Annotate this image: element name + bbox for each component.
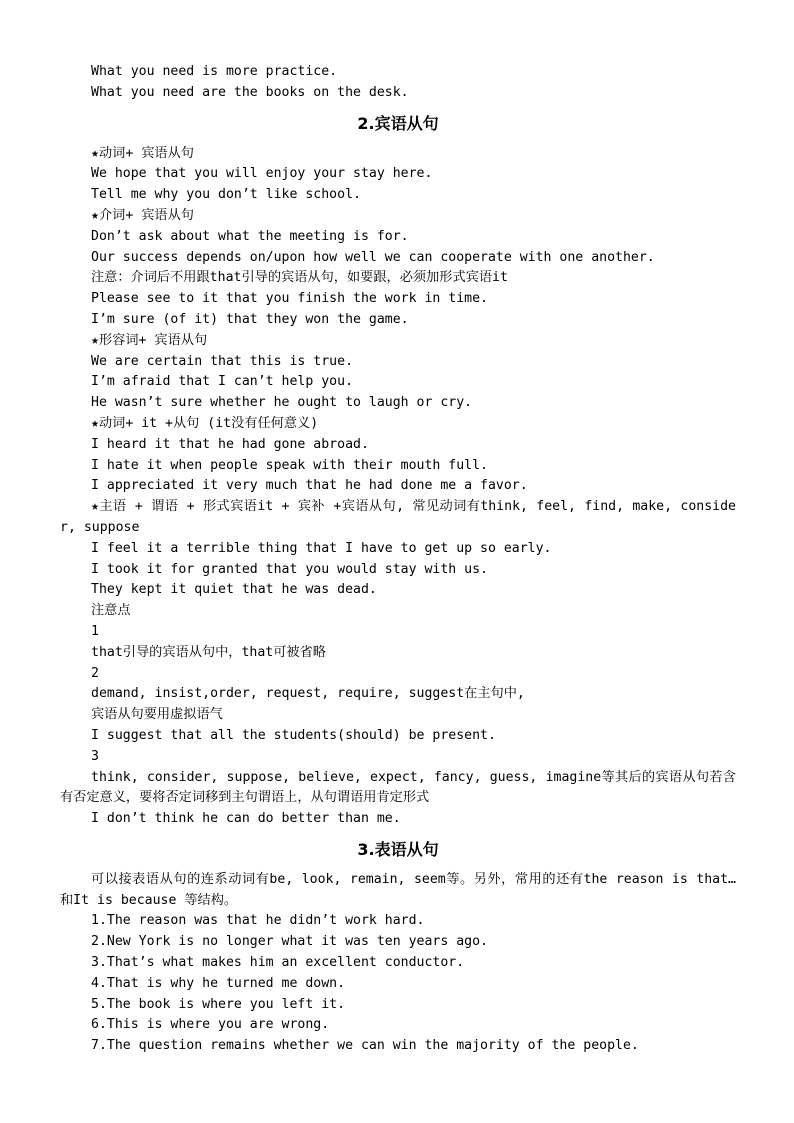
numbered-example: 5.The book is where you left it. xyxy=(91,996,346,1012)
numbered-example: 3.That’s what makes him an excellent conductor. xyxy=(91,955,465,971)
section2-body xyxy=(60,144,736,830)
example-sentence: Our success depends on/upon how well we can cooperate with one another. xyxy=(91,249,655,265)
numbered-example: 6.This is where you are wrong. xyxy=(91,1017,330,1033)
example-sentence: I feel it a terrible thing that I have to get up so early. xyxy=(91,540,552,556)
example-sentence: I’m afraid that I can’t help you. xyxy=(91,374,354,390)
note-text: demand, insist,order, request, require, suggest在主句中, xyxy=(91,686,525,702)
note-paragraph-negative-transfer: think, consider, suppose, believe, expect, fancy, guess, imagine等其后的宾语从句若含有否定意义，要将否定词移到主句谓语上，从句谓语用肯定形式 xyxy=(60,769,736,806)
section1-tail xyxy=(60,62,736,104)
section3-body xyxy=(60,870,736,1057)
example-sentence: Please see to it that you finish the work in time. xyxy=(91,291,488,307)
note-text: 注意：介词后不用跟that引导的宾语从句，如要跟，必须加形式宾语it xyxy=(91,270,508,286)
numbered-example: 2.New York is no longer what it was ten years ago. xyxy=(91,934,488,950)
numbered-example: 1.The reason was that he didn’t work hard. xyxy=(91,913,425,929)
rule-label: ★动词+ it +从句 (it没有任何意义) xyxy=(91,415,319,431)
example-sentence: I suggest that all the students(should) be present. xyxy=(91,727,496,743)
example-sentence: He wasn’t sure whether he ought to laugh or cry. xyxy=(91,395,473,411)
rule-label: ★介词+ 宾语从句 xyxy=(91,207,194,223)
rule-label: ★动词+ 宾语从句 xyxy=(91,145,194,161)
numbered-example: 4.That is why he turned me down. xyxy=(91,975,346,991)
document-page xyxy=(60,62,736,1057)
note-number: 2 xyxy=(91,665,99,681)
section-heading-object-clause: 2.宾语从句 xyxy=(357,113,439,133)
example-sentence: Tell me why you don’t like school. xyxy=(91,187,361,203)
example-sentence: I hate it when people speak with their mouth full. xyxy=(91,457,488,473)
section-heading-predicative-clause: 3.表语从句 xyxy=(357,839,439,859)
example-sentence: I’m sure (of it) that they won the game. xyxy=(91,311,409,327)
rule-label: ★形容词+ 宾语从句 xyxy=(91,332,208,348)
example-sentence: What you need are the books on the desk. xyxy=(91,84,409,100)
note-number: 1 xyxy=(91,623,99,639)
note-text: 宾语从句要用虚拟语气 xyxy=(91,707,223,723)
notes-label: 注意点 xyxy=(91,603,131,619)
example-sentence: Don’t ask about what the meeting is for. xyxy=(91,228,409,244)
example-sentence: I took it for granted that you would stay with us. xyxy=(91,561,488,577)
example-sentence: I heard it that he had gone abroad. xyxy=(91,436,369,452)
rule-paragraph-formal-object: ★主语 + 谓语 + 形式宾语it + 宾补 +宾语从句, 常见动词有think, feel, find, make, consider, suppose xyxy=(60,499,736,535)
example-sentence: I appreciated it very much that he had done me a favor. xyxy=(91,478,528,494)
example-sentence: I don’t think he can do better than me. xyxy=(91,811,401,827)
intro-paragraph: 可以接表语从句的连系动词有be, look, remain, seem等。另外，常用的还有the reason is that… 和It is because 等结构。 xyxy=(60,871,736,908)
example-sentence: What you need is more practice. xyxy=(91,64,338,79)
note-number: 3 xyxy=(91,748,99,764)
example-sentence: We are certain that this is true. xyxy=(91,353,354,369)
example-sentence: We hope that you will enjoy your stay here. xyxy=(91,166,433,182)
note-text: that引导的宾语从句中，that可被省略 xyxy=(91,644,326,660)
numbered-example: 7.The question remains whether we can win the majority of the people. xyxy=(91,1038,639,1054)
example-sentence: They kept it quiet that he was dead. xyxy=(91,582,377,598)
